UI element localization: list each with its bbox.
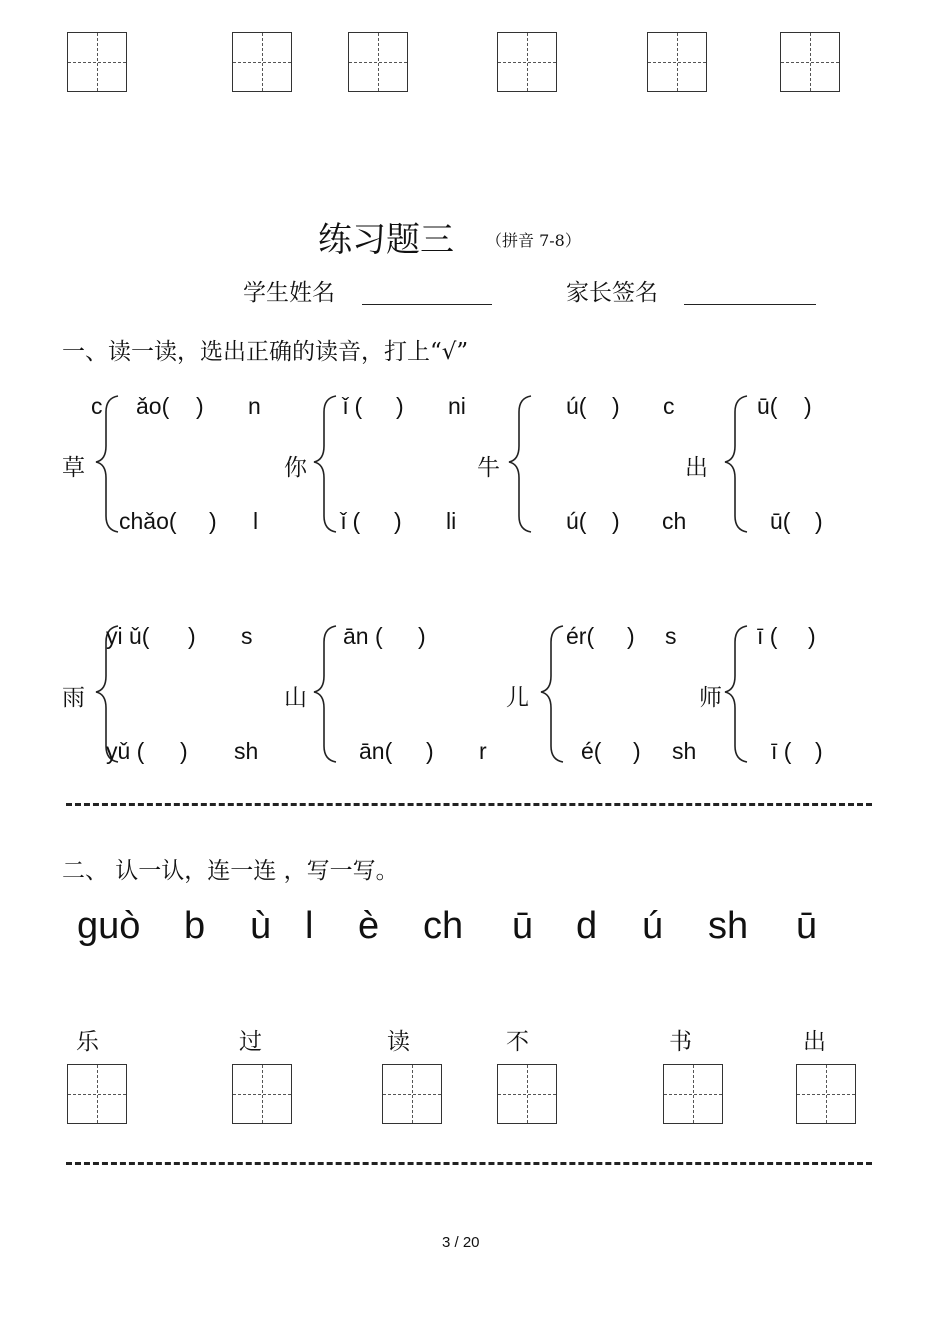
group-character: 儿 — [506, 685, 529, 711]
answer-paren-close[interactable]: ) — [180, 738, 188, 764]
answer-paren-close[interactable]: ) — [804, 393, 812, 419]
writing-grid[interactable] — [497, 1064, 557, 1124]
writing-grid[interactable] — [780, 32, 840, 92]
pinyin-option[interactable]: ān ( — [343, 623, 383, 649]
section-1-title: 一、读一读，选出正确的读音，打上“√” — [62, 339, 469, 365]
brace — [314, 396, 336, 532]
group-character: 牛 — [477, 455, 500, 481]
pinyin-syllable: è — [358, 905, 380, 947]
word-character[interactable]: 乐 — [76, 1029, 99, 1055]
pinyin-initial: li — [446, 508, 457, 534]
word-character[interactable]: 不 — [506, 1029, 529, 1055]
pinyin-option[interactable]: chǎo( — [119, 508, 177, 534]
pinyin-syllable: d — [576, 905, 598, 947]
word-character[interactable]: 书 — [669, 1029, 692, 1055]
pinyin-syllable: sh — [708, 905, 749, 947]
pinyin-syllable: ú — [642, 905, 664, 947]
group-character: 草 — [62, 455, 85, 481]
writing-grid[interactable] — [382, 1064, 442, 1124]
pinyin-initial: sh — [672, 738, 697, 764]
page-number: 3 / 20 — [442, 1234, 480, 1251]
answer-paren-close[interactable]: ) — [633, 738, 641, 764]
section-divider — [66, 1162, 872, 1165]
pinyin-syllable: ū — [796, 905, 818, 947]
pinyin-initial: s — [665, 623, 677, 649]
pinyin-option[interactable]: yi ǔ( — [106, 623, 150, 649]
answer-paren-close[interactable]: ) — [612, 508, 620, 534]
brace — [314, 626, 336, 762]
pinyin-initial: ch — [662, 508, 687, 534]
writing-grid[interactable] — [663, 1064, 723, 1124]
answer-paren-close[interactable]: ) — [209, 508, 217, 534]
group-character: 你 — [284, 455, 307, 481]
student-name-field[interactable] — [362, 280, 492, 305]
pinyin-option[interactable]: ū( — [770, 508, 791, 534]
pinyin-syllable: guò — [77, 905, 141, 947]
pinyin-option[interactable]: ér( — [566, 623, 595, 649]
pinyin-option[interactable]: ī ( — [757, 623, 778, 649]
answer-paren-close[interactable]: ) — [612, 393, 620, 419]
writing-grid[interactable] — [67, 1064, 127, 1124]
brace — [509, 396, 531, 532]
answer-paren-close[interactable]: ) — [396, 393, 404, 419]
answer-paren-close[interactable]: ) — [188, 623, 196, 649]
answer-paren-close[interactable]: ) — [426, 738, 434, 764]
writing-grid[interactable] — [232, 32, 292, 92]
pinyin-syllable: ù — [250, 905, 272, 947]
brace — [725, 626, 747, 762]
parent-signature-label: 家长签名 — [566, 280, 658, 306]
group-character: 出 — [685, 455, 708, 481]
answer-paren-close[interactable]: ) — [627, 623, 635, 649]
pinyin-option[interactable]: yǔ ( — [106, 738, 145, 764]
pinyin-option[interactable]: ú( — [566, 393, 587, 419]
word-character[interactable]: 读 — [387, 1029, 410, 1055]
writing-grid[interactable] — [348, 32, 408, 92]
answer-paren-close[interactable]: ) — [808, 623, 816, 649]
worksheet-subtitle: （拼音 7-8） — [486, 231, 581, 250]
group-character: 雨 — [62, 685, 85, 711]
pinyin-option[interactable]: ú( — [566, 508, 587, 534]
answer-paren-close[interactable]: ) — [815, 738, 823, 764]
pinyin-initial: r — [479, 738, 487, 764]
pinyin-option[interactable]: ǎo( — [136, 393, 170, 419]
section-2-title: 二、 认一认，连一连 ，写一写。 — [62, 858, 399, 884]
pinyin-syllable: b — [184, 905, 206, 947]
brace — [541, 626, 563, 762]
writing-grid[interactable] — [647, 32, 707, 92]
pinyin-option[interactable]: ǐ ( — [343, 393, 363, 419]
word-character[interactable]: 过 — [239, 1029, 262, 1055]
group-character: 师 — [699, 685, 722, 711]
pinyin-initial: ni — [448, 393, 466, 419]
pinyin-initial: n — [248, 393, 261, 419]
pinyin-initial: c — [663, 393, 675, 419]
pinyin-option[interactable]: ū( — [757, 393, 778, 419]
pinyin-syllable: ch — [423, 905, 464, 947]
pinyin-initial: c — [91, 393, 103, 419]
writing-grid[interactable] — [497, 32, 557, 92]
pinyin-initial: l — [253, 508, 259, 534]
pinyin-option[interactable]: ǐ ( — [341, 508, 361, 534]
answer-paren-close[interactable]: ) — [815, 508, 823, 534]
pinyin-initial: sh — [234, 738, 259, 764]
pinyin-option[interactable]: ān( — [359, 738, 393, 764]
writing-grid[interactable] — [796, 1064, 856, 1124]
pinyin-initial: s — [241, 623, 253, 649]
pinyin-option[interactable]: é( — [581, 738, 602, 764]
parent-signature-field[interactable] — [684, 280, 816, 305]
group-character: 山 — [284, 685, 307, 711]
writing-grid[interactable] — [232, 1064, 292, 1124]
section-divider — [66, 803, 872, 806]
answer-paren-close[interactable]: ) — [394, 508, 402, 534]
answer-paren-close[interactable]: ) — [418, 623, 426, 649]
writing-grid[interactable] — [67, 32, 127, 92]
brace — [725, 396, 747, 532]
word-character[interactable]: 出 — [803, 1029, 826, 1055]
pinyin-syllable: l — [305, 905, 314, 947]
student-name-label: 学生姓名 — [243, 280, 335, 306]
pinyin-syllable: ū — [512, 905, 534, 947]
answer-paren-close[interactable]: ) — [196, 393, 204, 419]
pinyin-option[interactable]: ī ( — [771, 738, 792, 764]
worksheet-title: 练习题三 — [318, 220, 454, 260]
